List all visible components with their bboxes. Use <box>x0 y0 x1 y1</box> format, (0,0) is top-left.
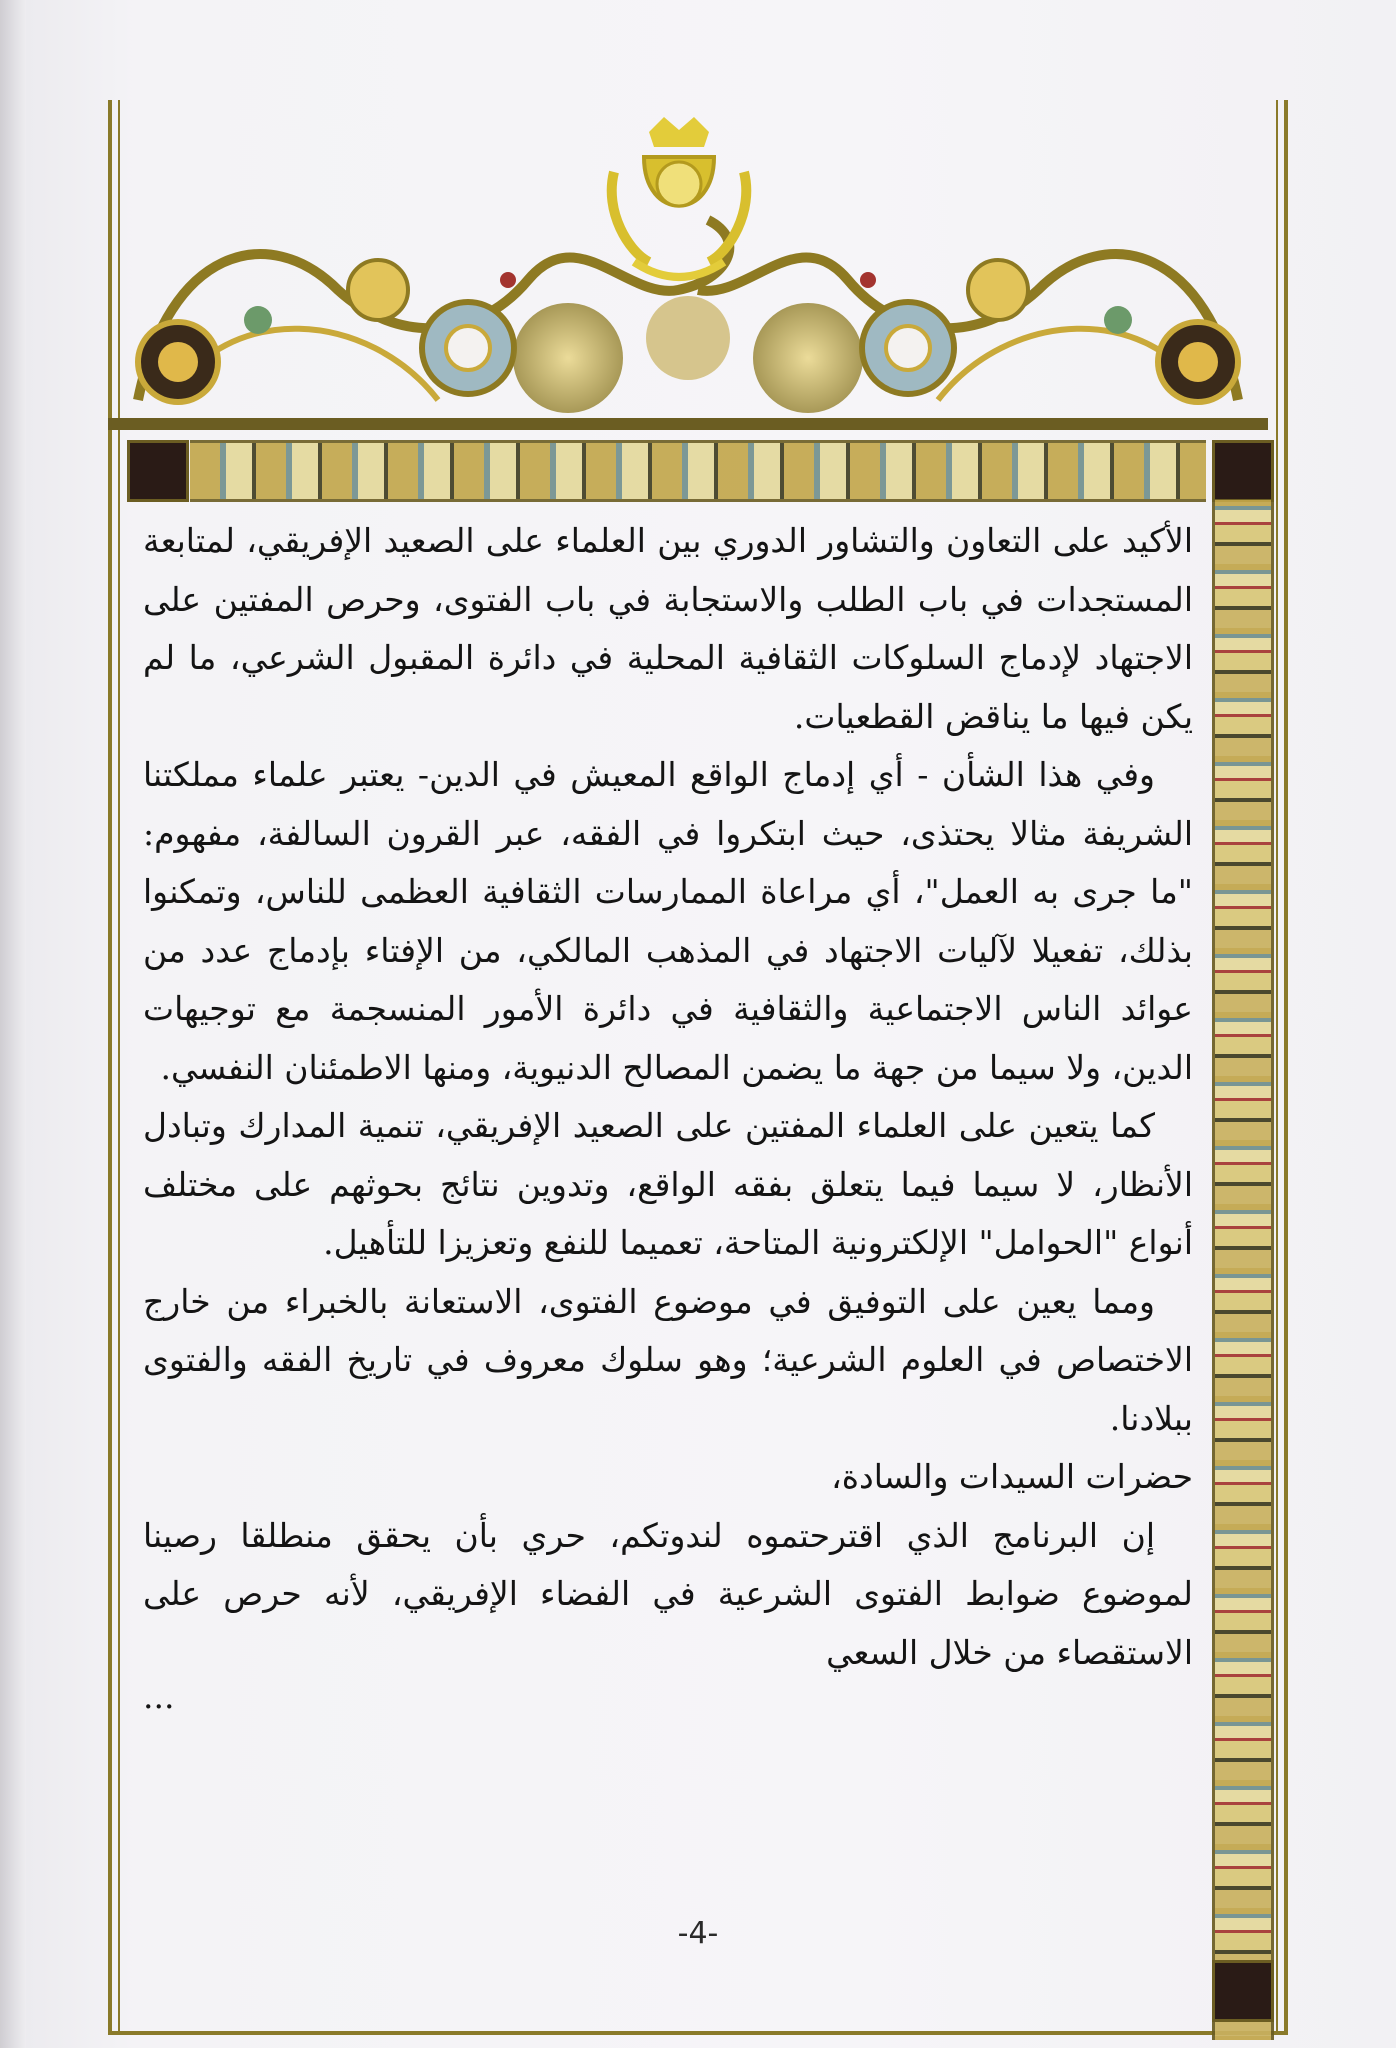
page-number: -4- <box>677 1916 719 1951</box>
paragraph-4: ومما يعين على التوفيق في موضوع الفتوى، الاستعانة بالخبراء من خارج الاختصاص في العلوم الشرعية؛ وهو سلوك معروف في تاريخ الفقه والفتوى ببلادنا. <box>143 1281 1193 1438</box>
catchword: ... <box>143 1677 175 1716</box>
paragraph-1: الأكيد على التعاون والتشاور الدوري بين العلماء على الصعيد الإفريقي، لمتابعة المستجدات في باب الطلب والاستجابة في باب الفتوى، وحرص المفتين على الاجتهاد لإدماج السلوكات الثقافية المحلية في دائرة المقبول الشرعي، ما لم يكن فيها ما يناقض القطعيات. <box>143 521 1193 736</box>
side-border-right <box>1212 500 1274 2040</box>
frame-line-right <box>1284 100 1288 2035</box>
paragraph-2: وفي هذا الشأن - أي إدماج الواقع المعيش في الدين- يعتبر علماء مملكتنا الشريفة مثالا يحتذى، حيث ابتكروا في الفقه، عبر القرون السالفة، مفهوم: "ما جرى به العمل"، أي مراعاة الممارسات الثقافية العظمى للناس، وتمكنوا بذلك، تفعيلا لآليات الاجتهاد في المذهب المالكي، من الإفتاء بإدماج عدد من عوائد الناس الاجتماعية والثقافية في دائرة الأمور المنسجمة مع توجيهات الدين، ولا سيما من جهة ما يضمن المصالح الدنيوية، ومنها الاطمئنان النفسي. <box>143 755 1193 1087</box>
knot-ornament-top-left <box>127 440 189 502</box>
header-band <box>190 440 1206 502</box>
knot-ornament-bottom-right <box>1212 1960 1274 2022</box>
salutation: حضرات السيدات والسادة، <box>831 1457 1193 1496</box>
book-spine-shadow <box>0 0 26 2048</box>
paragraph-3: كما يتعين على العلماء المفتين على الصعيد الإفريقي، تنمية المدارك وتبادل الأنظار، لا سيما فيما يتعلق بفقه الواقع، وتدوين نتائج بحوثهم على مختلف أنواع "الحوامل" الإلكترونية المتاحة، تعميما للنفع وتعزيزا للتأهيل. <box>143 1106 1193 1262</box>
closing-paragraph: إن البرنامج الذي اقترحتموه لندوتكم، حري بأن يحقق منطلقا رصينا لموضوع ضوابط الفتوى الشرعية في الفضاء الإفريقي، لأنه حرص على الاستقصاء من خلال السعي <box>143 1515 1193 1672</box>
body-text <box>143 512 1193 2032</box>
coat-of-arms-icon <box>604 112 754 282</box>
frame-line-right-inner <box>1276 100 1278 2035</box>
knot-ornament-top-right <box>1212 440 1274 502</box>
